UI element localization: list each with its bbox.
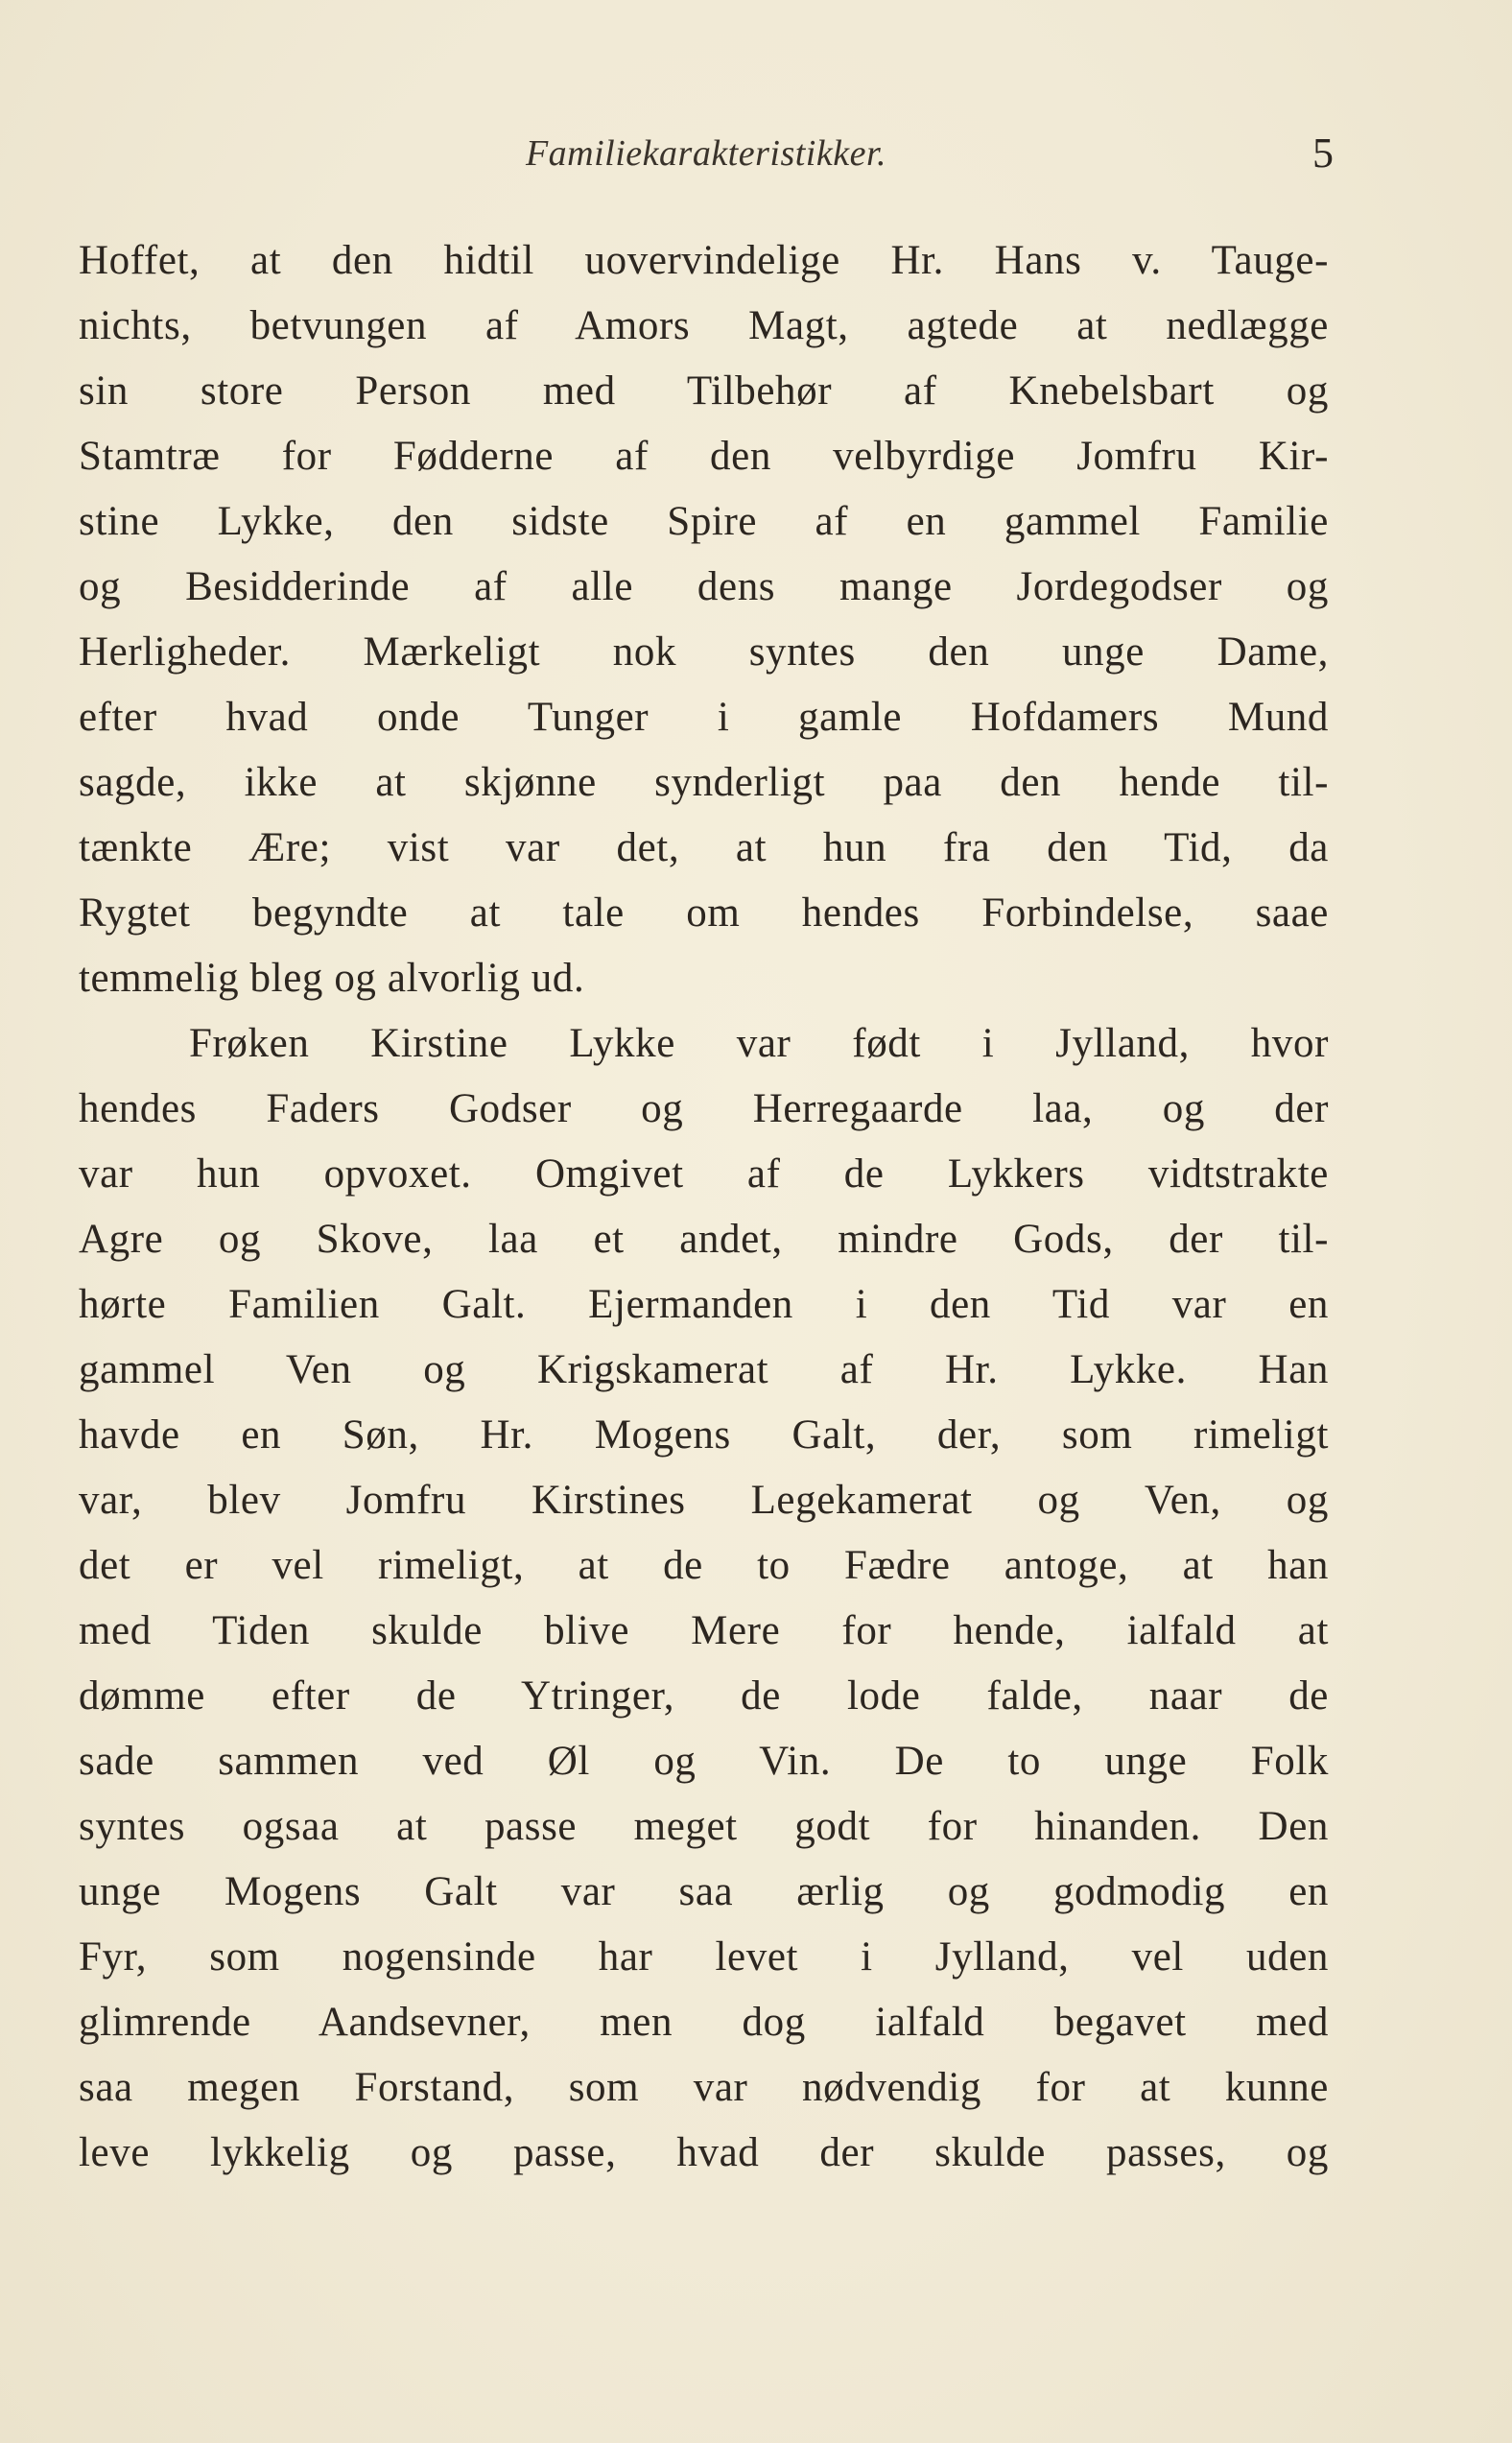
- text-line: leve lykkelig og passe, hvad der skulde passes, og: [79, 2130, 1329, 2175]
- text-line: syntes ogsaa at passe meget godt for hinanden. Den: [79, 1804, 1329, 1849]
- text-line: gammel Ven og Krigskamerat af Hr. Lykke. Han: [79, 1347, 1329, 1392]
- text-line: sagde, ikke at skjønne synderligt paa den hende til-: [79, 760, 1329, 805]
- text-line: stine Lykke, den sidste Spire af en gammel Familie: [79, 499, 1329, 544]
- text-line: efter hvad onde Tunger i gamle Hofdamers Mund: [79, 695, 1329, 740]
- text-line: og Besidderinde af alle dens mange Jordegodser og: [79, 564, 1329, 609]
- text-line: sade sammen ved Øl og Vin. De to unge Folk: [79, 1739, 1329, 1784]
- text-line: med Tiden skulde blive Mere for hende, ialfald at: [79, 1608, 1329, 1653]
- text-line: hørte Familien Galt. Ejermanden i den Tid var en: [79, 1282, 1329, 1327]
- text-line: havde en Søn, Hr. Mogens Galt, der, som rimeligt: [79, 1412, 1329, 1458]
- text-line: var hun opvoxet. Omgivet af de Lykkers vidtstrakte: [79, 1151, 1329, 1197]
- paragraph-end-line: temmelig bleg og alvorlig ud.: [79, 956, 585, 1001]
- text-line: tænkte Ære; vist var det, at hun fra den Tid, da: [79, 825, 1329, 870]
- text-line: dømme efter de Ytringer, de lode falde, naar de: [79, 1673, 1329, 1719]
- page-number: 5: [1312, 130, 1334, 177]
- text-line: Hoffet, at den hidtil uovervindelige Hr. Hans v. Tauge-: [79, 238, 1329, 283]
- text-line: glimrende Aandsevner, men dog ialfald begavet med: [79, 2000, 1329, 2045]
- text-line: hendes Faders Godser og Herregaarde laa, og der: [79, 1086, 1329, 1131]
- text-line: nichts, betvungen af Amors Magt, agtede at nedlægge: [79, 303, 1329, 348]
- text-line: saa megen Forstand, som var nødvendig for at kunne: [79, 2065, 1329, 2110]
- text-line: Rygtet begyndte at tale om hendes Forbindelse, saae: [79, 890, 1329, 936]
- text-line: Stamtræ for Fødderne af den velbyrdige Jomfru Kir-: [79, 434, 1329, 479]
- text-line: sin store Person med Tilbehør af Knebelsbart og: [79, 368, 1329, 414]
- text-line: Fyr, som nogensinde har levet i Jylland, vel uden: [79, 1934, 1329, 1980]
- paragraph-start-line: Frøken Kirstine Lykke var født i Jylland, hvor: [189, 1021, 1329, 1066]
- running-title: Familiekarakteristikker.: [525, 133, 887, 174]
- running-head: [79, 132, 1334, 190]
- body-text: [79, 228, 1329, 2186]
- text-line: Agre og Skove, laa et andet, mindre Gods, der til-: [79, 1217, 1329, 1262]
- text-line: Herligheder. Mærkeligt nok syntes den unge Dame,: [79, 629, 1329, 675]
- text-line: det er vel rimeligt, at de to Fædre antoge, at han: [79, 1543, 1329, 1588]
- text-line: unge Mogens Galt var saa ærlig og godmodig en: [79, 1869, 1329, 1914]
- text-line: var, blev Jomfru Kirstines Legekamerat og Ven, og: [79, 1478, 1329, 1523]
